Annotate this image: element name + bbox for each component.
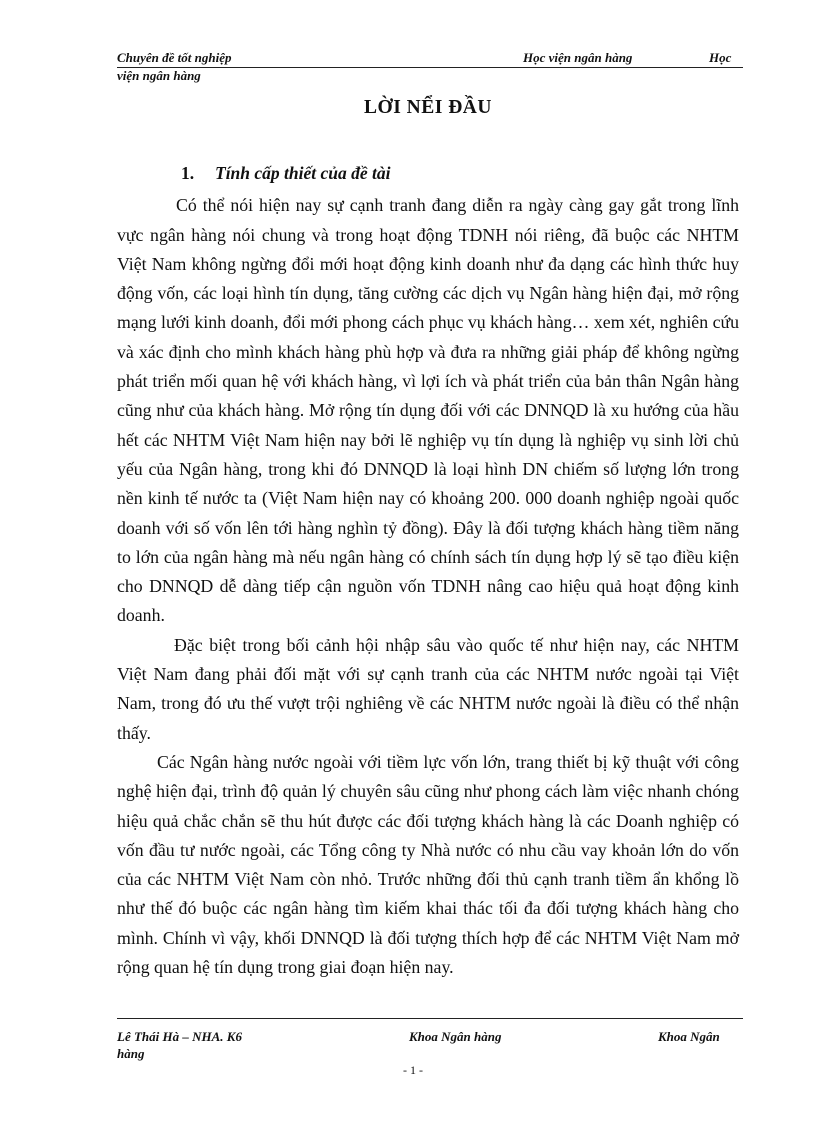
footer-line: [117, 1028, 743, 1045]
footer-left: Lê Thái Hà – NHA. K6: [117, 1029, 242, 1044]
section-title: Tính cấp thiết của đề tài: [215, 163, 391, 183]
paragraph: Các Ngân hàng nước ngoài với tiềm lực vốn lớn, trang thiết bị kỹ thuật với công nghệ hiện đại, trình độ quản lý chuyên sâu cũng như phong cách làm việc nhanh chóng hiệu quả chắc chắn sẽ thu hút được các đối tượng khách hàng là các Doanh nghiệp có vốn đầu tư nước ngoài, các Tổng công ty Nhà nước có nhu cầu vay khoản lớn do vốn của các NHTM Việt Nam còn nhỏ. Trước những đối thủ cạnh tranh tiềm ẩn khổng lồ như thế đó buộc các ngân hàng tìm kiếm khai thác tối đa đối tượng khách hàng cho mình. Chính vì vậy, khối DNNQD là đối tượng thích hợp để các NHTM Việt Nam mở rộng quan hệ tín dụng trong giai đoạn hiện nay.: [117, 751, 739, 978]
page-title: LỜI NỂI ĐẦU: [364, 97, 492, 118]
header-wrap: viện ngân hàng: [117, 68, 201, 83]
header-left: Chuyên đề tốt nghiệp: [117, 50, 232, 65]
section-number: 1.: [181, 163, 195, 183]
footer-middle: Khoa Ngân hàng: [409, 1029, 502, 1044]
header-middle: Học viện ngân hàng: [523, 50, 633, 65]
header-right: Học: [709, 50, 732, 65]
header-line: [117, 50, 743, 68]
paragraph: Có thể nói hiện nay sự cạnh tranh đang diễn ra ngày càng gay gắt trong lĩnh vực ngân hàng nói chung và trong hoạt động TDNH nói riêng, đã buộc các NHTM Việt Nam không ngừng đổi mới hoạt động kinh doanh như đa dạng các hình thức huy động vốn, các loại hình tín dụng, tăng cường các dịch vụ Ngân hàng hiện đại, mở rộng mạng lưới kinh doanh, đổi mới phong cách phục vụ khách hàng… xem xét, nghiên cứu và xác định cho mình khách hàng phù hợp và đưa ra những giải pháp để không ngừng phát triển mối quan hệ với khách hàng, vì lợi ích và phát triển của bản thân Ngân hàng cũng như của khách hàng. Mở rộng tín dụng đối với các DNNQD là xu hướng của hầu hết các NHTM Việt Nam hiện nay bởi lẽ nghiệp vụ tín dụng là nghiệp vụ sinh lời chủ yếu của Ngân hàng, trong khi đó DNNQD là loại hình DN chiếm số lượng lớn trong nền kinh tế nước ta (Việt Nam hiện nay có khoảng 200. 000 doanh nghiệp ngoài quốc doanh với số vốn lên tới hàng nghìn tỷ đồng). Đây là đối tượng khách hàng tiềm năng to lớn của ngân hàng mà nếu ngân hàng có chính sách tín dụng hợp lý sẽ tạo điều kiện cho DNNQD dễ dàng tiếp cận nguồn vốn TDNH nâng cao hiệu quả hoạt động kinh doanh.: [117, 195, 739, 626]
footer-right: Khoa Ngân: [658, 1029, 720, 1044]
page-header: [117, 50, 743, 84]
paragraph: Đặc biệt trong bối cảnh hội nhập sâu vào quốc tế như hiện nay, các NHTM Việt Nam đang phải đối mặt với sự cạnh tranh của các NHTM nước ngoài tại Việt Nam, trong đó ưu thế vượt trội nghiêng về các NHTM nước ngoài là điều có thể nhận thấy.: [117, 634, 739, 743]
body-text: [117, 162, 739, 982]
page-footer: [117, 1018, 743, 1062]
page-number: - 1 -: [403, 1063, 423, 1077]
footer-wrap: hàng: [117, 1046, 145, 1061]
